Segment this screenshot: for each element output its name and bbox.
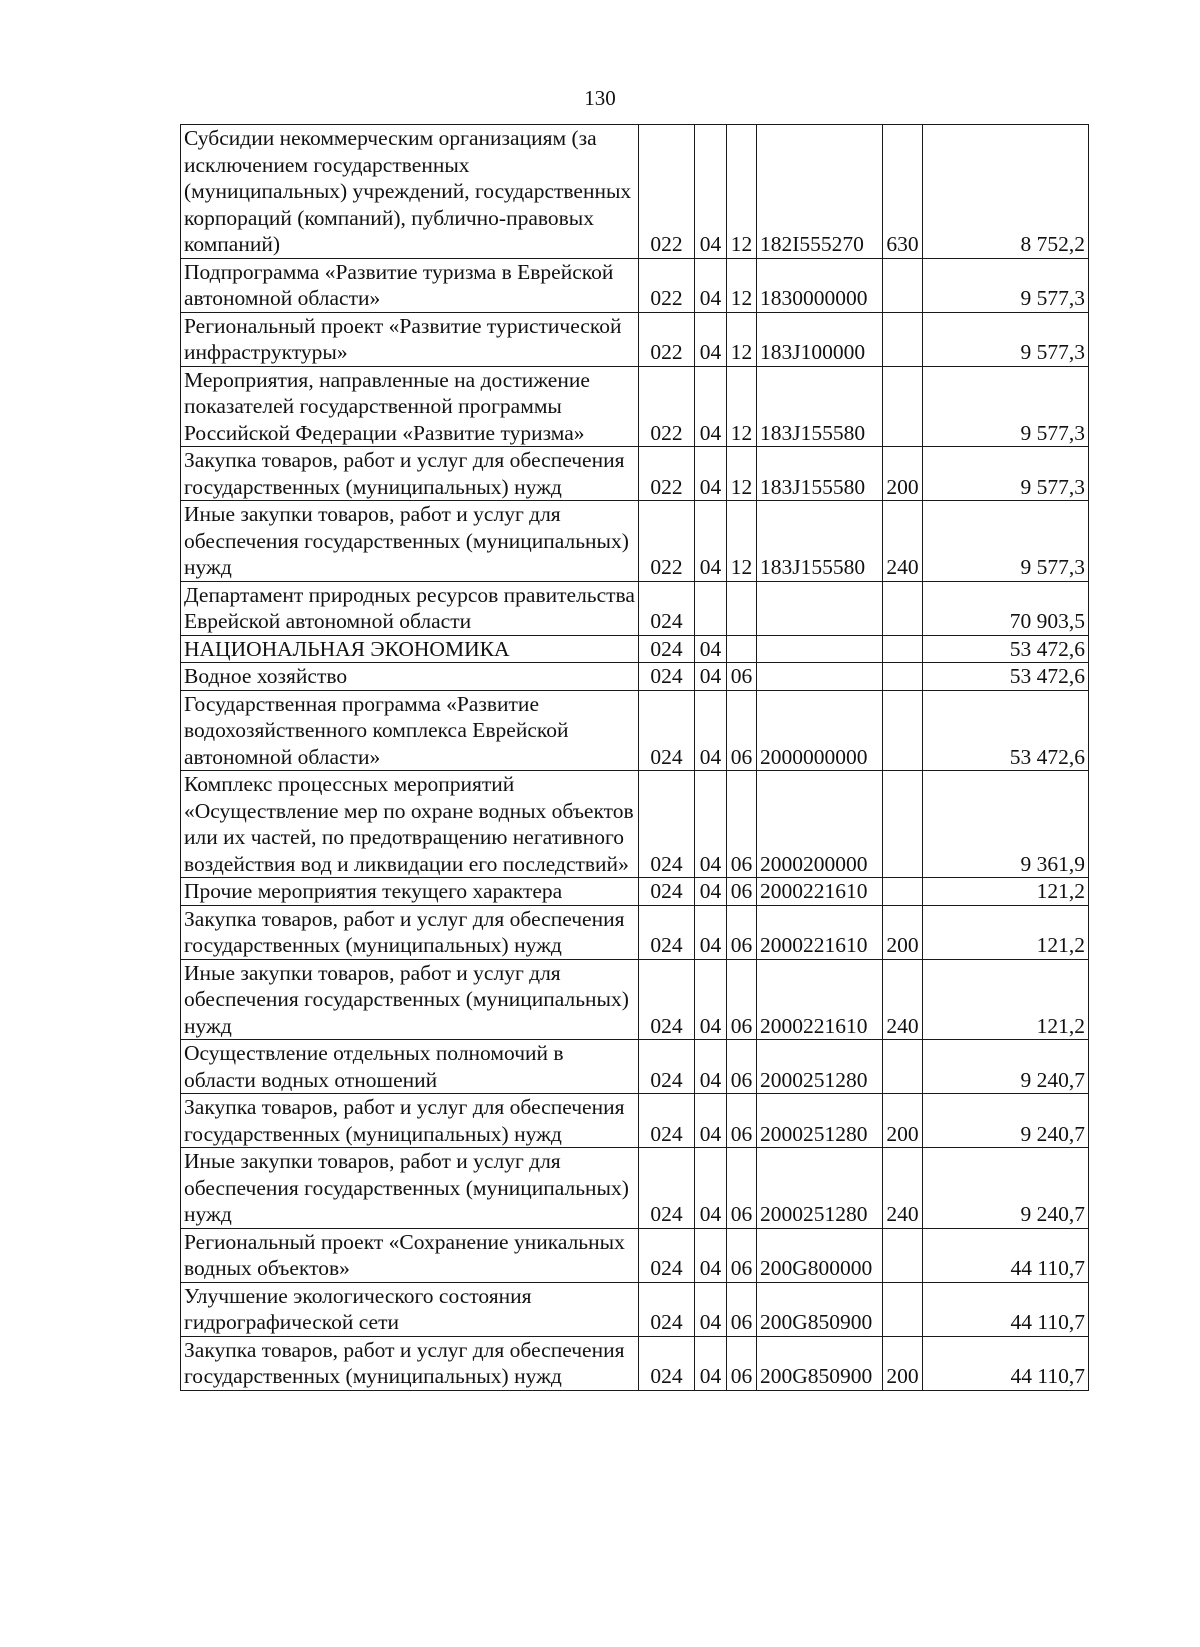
subsection-code-cell: 06 — [727, 1228, 757, 1282]
target-article-cell — [757, 581, 883, 635]
table-row — [181, 312, 1089, 366]
table-row — [181, 878, 1089, 906]
item-name-cell: Субсидии некоммерческим организациям (за исключением государственных (муниципальных) учреждений, государственных корпораций (компаний), публично-правовых компаний) — [181, 125, 639, 259]
amount-cell: 9 240,7 — [923, 1040, 1089, 1094]
amount-cell: 44 110,7 — [923, 1282, 1089, 1336]
amount-cell: 9 240,7 — [923, 1094, 1089, 1148]
section-code-cell: 04 — [695, 635, 727, 663]
amount-cell: 9 577,3 — [923, 447, 1089, 501]
expense-type-cell — [883, 312, 923, 366]
grbs-code-cell: 022 — [639, 501, 695, 582]
table-row — [181, 1228, 1089, 1282]
expense-type-cell: 630 — [883, 125, 923, 259]
expense-type-cell: 240 — [883, 501, 923, 582]
table-row — [181, 663, 1089, 691]
item-name-cell: Мероприятия, направленные на достижение показателей государственной программы Российской Федерации «Развитие туризма» — [181, 366, 639, 447]
subsection-code-cell: 12 — [727, 501, 757, 582]
section-code-cell: 04 — [695, 447, 727, 501]
subsection-code-cell: 06 — [727, 690, 757, 771]
section-code-cell: 04 — [695, 1148, 727, 1229]
section-code-cell: 04 — [695, 690, 727, 771]
amount-cell: 121,2 — [923, 905, 1089, 959]
item-name-cell: Региональный проект «Развитие туристической инфраструктуры» — [181, 312, 639, 366]
expense-type-cell: 200 — [883, 1336, 923, 1390]
grbs-code-cell: 024 — [639, 1040, 695, 1094]
grbs-code-cell: 024 — [639, 905, 695, 959]
target-article-cell: 2000221610 — [757, 878, 883, 906]
item-name-cell: Водное хозяйство — [181, 663, 639, 691]
target-article-cell: 2000000000 — [757, 690, 883, 771]
amount-cell: 121,2 — [923, 878, 1089, 906]
expense-type-cell — [883, 258, 923, 312]
budget-table-body — [181, 125, 1089, 1391]
target-article-cell: 2000221610 — [757, 905, 883, 959]
amount-cell: 53 472,6 — [923, 690, 1089, 771]
subsection-code-cell: 12 — [727, 258, 757, 312]
target-article-cell: 200G850900 — [757, 1282, 883, 1336]
table-row — [181, 771, 1089, 878]
target-article-cell: 2000251280 — [757, 1094, 883, 1148]
target-article-cell: 2000221610 — [757, 959, 883, 1040]
grbs-code-cell: 024 — [639, 635, 695, 663]
grbs-code-cell: 022 — [639, 366, 695, 447]
table-row — [181, 1282, 1089, 1336]
target-article-cell: 183J155580 — [757, 366, 883, 447]
expense-type-cell — [883, 581, 923, 635]
grbs-code-cell: 024 — [639, 581, 695, 635]
subsection-code-cell: 06 — [727, 663, 757, 691]
expense-type-cell: 240 — [883, 1148, 923, 1229]
subsection-code-cell: 12 — [727, 125, 757, 259]
amount-cell: 9 577,3 — [923, 366, 1089, 447]
subsection-code-cell — [727, 635, 757, 663]
table-row — [181, 1336, 1089, 1390]
subsection-code-cell — [727, 581, 757, 635]
section-code-cell: 04 — [695, 1228, 727, 1282]
grbs-code-cell: 022 — [639, 258, 695, 312]
item-name-cell: Подпрограмма «Развитие туризма в Еврейской автономной области» — [181, 258, 639, 312]
subsection-code-cell: 12 — [727, 366, 757, 447]
section-code-cell: 04 — [695, 1040, 727, 1094]
target-article-cell — [757, 663, 883, 691]
grbs-code-cell: 024 — [639, 690, 695, 771]
subsection-code-cell: 06 — [727, 878, 757, 906]
item-name-cell: Департамент природных ресурсов правительства Еврейской автономной области — [181, 581, 639, 635]
expense-type-cell — [883, 366, 923, 447]
target-article-cell: 200G800000 — [757, 1228, 883, 1282]
section-code-cell — [695, 581, 727, 635]
section-code-cell: 04 — [695, 501, 727, 582]
expense-type-cell — [883, 1228, 923, 1282]
grbs-code-cell: 024 — [639, 1228, 695, 1282]
expense-type-cell: 240 — [883, 959, 923, 1040]
grbs-code-cell: 024 — [639, 878, 695, 906]
target-article-cell — [757, 635, 883, 663]
target-article-cell: 183J100000 — [757, 312, 883, 366]
amount-cell: 9 577,3 — [923, 501, 1089, 582]
table-row — [181, 447, 1089, 501]
subsection-code-cell: 06 — [727, 771, 757, 878]
table-row — [181, 1094, 1089, 1148]
table-row — [181, 1040, 1089, 1094]
subsection-code-cell: 06 — [727, 1282, 757, 1336]
item-name-cell: Прочие мероприятия текущего характера — [181, 878, 639, 906]
table-row — [181, 125, 1089, 259]
section-code-cell: 04 — [695, 663, 727, 691]
grbs-code-cell: 024 — [639, 1282, 695, 1336]
grbs-code-cell: 024 — [639, 771, 695, 878]
item-name-cell: Закупка товаров, работ и услуг для обеспечения государственных (муниципальных) нужд — [181, 905, 639, 959]
section-code-cell: 04 — [695, 258, 727, 312]
budget-table — [180, 124, 1089, 1391]
expense-type-cell — [883, 771, 923, 878]
amount-cell: 44 110,7 — [923, 1228, 1089, 1282]
grbs-code-cell: 022 — [639, 447, 695, 501]
target-article-cell: 1830000000 — [757, 258, 883, 312]
subsection-code-cell: 06 — [727, 1094, 757, 1148]
item-name-cell: Иные закупки товаров, работ и услуг для обеспечения государственных (муниципальных) нужд — [181, 501, 639, 582]
amount-cell: 8 752,2 — [923, 125, 1089, 259]
grbs-code-cell: 022 — [639, 125, 695, 259]
page-number: 130 — [584, 86, 616, 110]
expense-type-cell — [883, 663, 923, 691]
section-code-cell: 04 — [695, 125, 727, 259]
grbs-code-cell: 024 — [639, 663, 695, 691]
item-name-cell: НАЦИОНАЛЬНАЯ ЭКОНОМИКА — [181, 635, 639, 663]
amount-cell: 70 903,5 — [923, 581, 1089, 635]
amount-cell: 53 472,6 — [923, 663, 1089, 691]
subsection-code-cell: 06 — [727, 1040, 757, 1094]
item-name-cell: Комплекс процессных мероприятий «Осуществление мер по охране водных объектов или их частей, по предотвращению негативного воздействия вод и ликвидации его последствий» — [181, 771, 639, 878]
grbs-code-cell: 024 — [639, 1336, 695, 1390]
section-code-cell: 04 — [695, 959, 727, 1040]
subsection-code-cell: 06 — [727, 1148, 757, 1229]
expense-type-cell: 200 — [883, 1094, 923, 1148]
expense-type-cell — [883, 1040, 923, 1094]
table-row — [181, 1148, 1089, 1229]
expense-type-cell — [883, 690, 923, 771]
target-article-cell: 183J155580 — [757, 501, 883, 582]
grbs-code-cell: 024 — [639, 959, 695, 1040]
table-row — [181, 581, 1089, 635]
target-article-cell: 2000251280 — [757, 1040, 883, 1094]
item-name-cell: Закупка товаров, работ и услуг для обеспечения государственных (муниципальных) нужд — [181, 1094, 639, 1148]
expense-type-cell: 200 — [883, 905, 923, 959]
item-name-cell: Улучшение экологического состояния гидрографической сети — [181, 1282, 639, 1336]
target-article-cell: 2000251280 — [757, 1148, 883, 1229]
expense-type-cell — [883, 1282, 923, 1336]
section-code-cell: 04 — [695, 1336, 727, 1390]
section-code-cell: 04 — [695, 366, 727, 447]
table-row — [181, 501, 1089, 582]
section-code-cell: 04 — [695, 312, 727, 366]
amount-cell: 9 240,7 — [923, 1148, 1089, 1229]
subsection-code-cell: 06 — [727, 1336, 757, 1390]
table-row — [181, 258, 1089, 312]
section-code-cell: 04 — [695, 1094, 727, 1148]
amount-cell: 53 472,6 — [923, 635, 1089, 663]
target-article-cell: 183J155580 — [757, 447, 883, 501]
target-article-cell: 182I555270 — [757, 125, 883, 259]
expense-type-cell — [883, 635, 923, 663]
expense-type-cell — [883, 878, 923, 906]
subsection-code-cell: 12 — [727, 447, 757, 501]
target-article-cell: 2000200000 — [757, 771, 883, 878]
grbs-code-cell: 024 — [639, 1094, 695, 1148]
amount-cell: 9 577,3 — [923, 258, 1089, 312]
amount-cell: 44 110,7 — [923, 1336, 1089, 1390]
expense-type-cell: 200 — [883, 447, 923, 501]
section-code-cell: 04 — [695, 771, 727, 878]
item-name-cell: Иные закупки товаров, работ и услуг для обеспечения государственных (муниципальных) нужд — [181, 1148, 639, 1229]
item-name-cell: Закупка товаров, работ и услуг для обеспечения государственных (муниципальных) нужд — [181, 1336, 639, 1390]
subsection-code-cell: 06 — [727, 905, 757, 959]
subsection-code-cell: 12 — [727, 312, 757, 366]
table-row — [181, 959, 1089, 1040]
table-row — [181, 905, 1089, 959]
item-name-cell: Региональный проект «Сохранение уникальных водных объектов» — [181, 1228, 639, 1282]
item-name-cell: Закупка товаров, работ и услуг для обеспечения государственных (муниципальных) нужд — [181, 447, 639, 501]
section-code-cell: 04 — [695, 905, 727, 959]
table-row — [181, 366, 1089, 447]
item-name-cell: Государственная программа «Развитие водохозяйственного комплекса Еврейской автономной области» — [181, 690, 639, 771]
amount-cell: 9 577,3 — [923, 312, 1089, 366]
section-code-cell: 04 — [695, 1282, 727, 1336]
item-name-cell: Иные закупки товаров, работ и услуг для обеспечения государственных (муниципальных) нужд — [181, 959, 639, 1040]
amount-cell: 121,2 — [923, 959, 1089, 1040]
table-row — [181, 690, 1089, 771]
subsection-code-cell: 06 — [727, 959, 757, 1040]
table-row — [181, 635, 1089, 663]
section-code-cell: 04 — [695, 878, 727, 906]
grbs-code-cell: 024 — [639, 1148, 695, 1229]
amount-cell: 9 361,9 — [923, 771, 1089, 878]
item-name-cell: Осуществление отдельных полномочий в области водных отношений — [181, 1040, 639, 1094]
grbs-code-cell: 022 — [639, 312, 695, 366]
target-article-cell: 200G850900 — [757, 1336, 883, 1390]
